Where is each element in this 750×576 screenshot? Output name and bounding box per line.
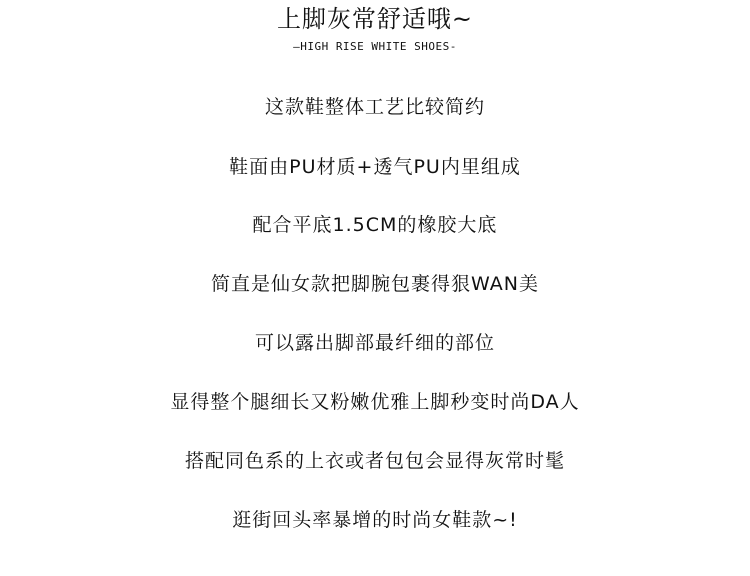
page-subtitle: —HIGH RISE WHITE SHOES- xyxy=(293,40,457,53)
description-line: 这款鞋整体工艺比较简约 xyxy=(264,96,485,118)
description-line: 配合平底1.5CM的橡胶大底 xyxy=(252,214,498,236)
page-title: 上脚灰常舒适哦~ xyxy=(276,5,474,33)
description-line: 鞋面由PU材质+透气PU内里组成 xyxy=(229,156,521,178)
description-line: 搭配同色系的上衣或者包包会显得灰常时髦 xyxy=(184,450,565,472)
description-line: 显得整个腿细长又粉嫩优雅上脚秒变时尚DA人 xyxy=(170,391,580,413)
description-line: 可以露出脚部最纤细的部位 xyxy=(254,332,495,354)
description-line: 简直是仙女款把脚腕包裹得狠WAN美 xyxy=(211,273,539,295)
description-line: 逛街回头率暴增的时尚女鞋款~! xyxy=(232,509,518,531)
